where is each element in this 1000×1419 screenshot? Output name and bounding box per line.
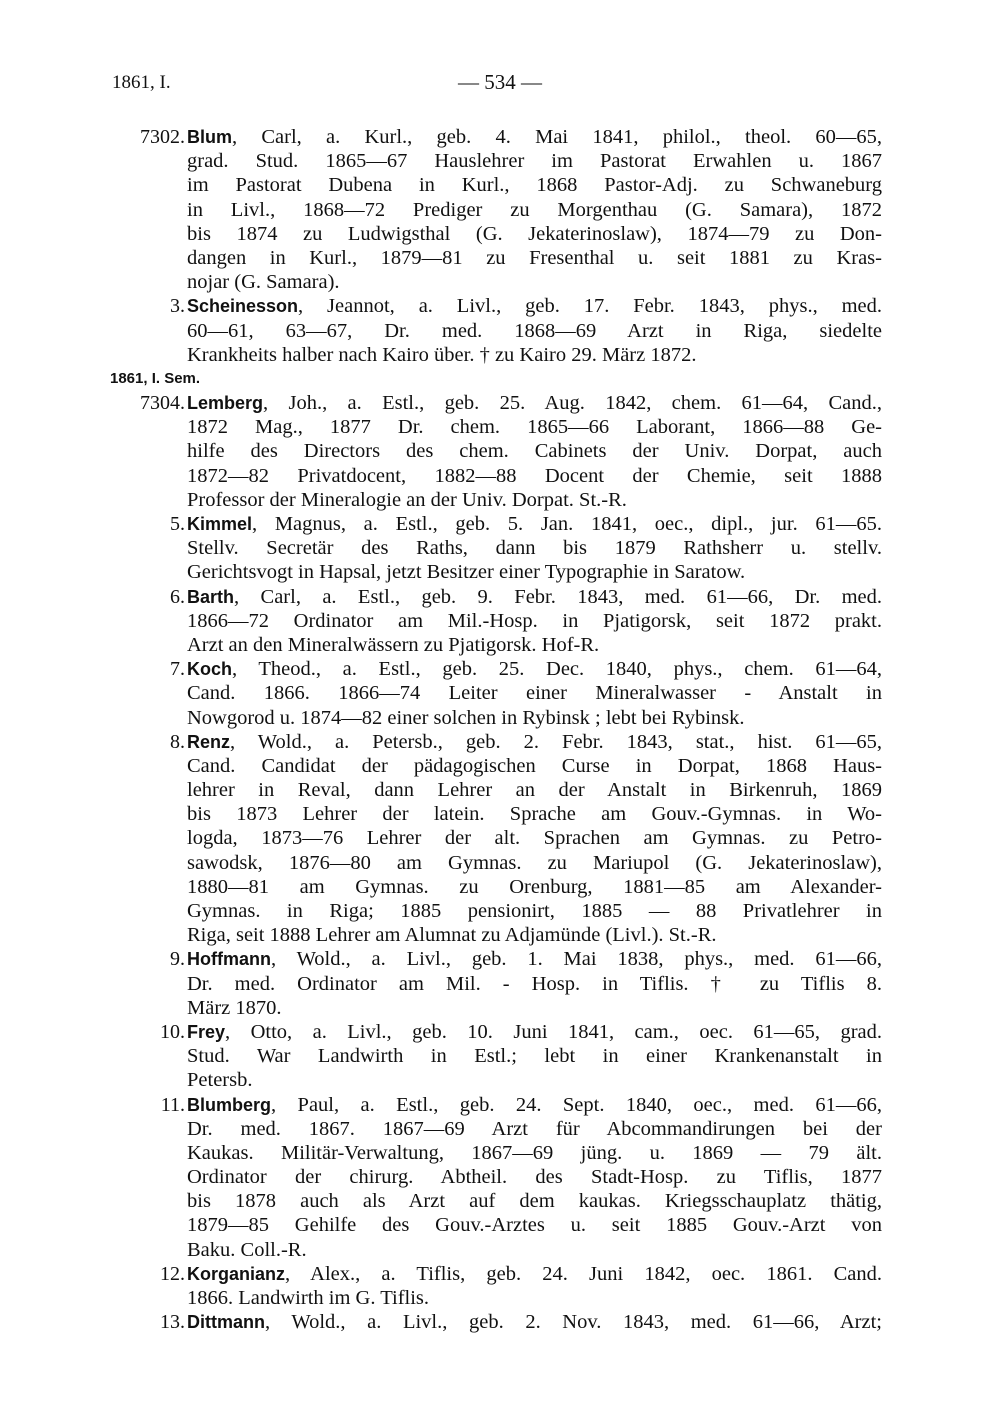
entry-text: , Magnus, a. Estl., geb. 5. Jan. 1841, oec., dipl., jur. 61—65.	[252, 513, 882, 535]
entry-line	[187, 754, 882, 778]
entry-text: , Wold., a. Livl., geb. 2. Nov. 1843, med. 61—66, Arzt;	[265, 1311, 882, 1334]
entry-line	[187, 1165, 882, 1189]
register-entry	[110, 947, 882, 1020]
register-entry	[110, 1310, 882, 1334]
entry-line	[187, 996, 882, 1020]
register-entry	[110, 512, 882, 585]
entry-number: 12.	[160, 1262, 185, 1285]
entry-number: 13.	[160, 1311, 185, 1334]
page-number: — 534 —	[458, 70, 542, 94]
entry-text: 1872—82 Privatdocent, 1882—88 Docent der Chemie, seit 1888	[187, 464, 882, 487]
entry-line	[187, 343, 882, 367]
register-entry	[110, 391, 882, 512]
entry-line	[187, 1044, 882, 1068]
register-entry	[110, 294, 882, 367]
entry-line	[187, 536, 882, 560]
entry-text: März 1870.	[187, 996, 282, 1019]
entry-line	[187, 802, 882, 826]
entry-line	[187, 1238, 882, 1262]
entry-text: , Paul, a. Estl., geb. 24. Sept. 1840, oec., med. 61—66,	[271, 1093, 882, 1116]
entry-number: 7302.	[140, 126, 185, 148]
entry-text: lehrer in Reval, dann Lehrer an der Anstalt in Birkenruh, 1869	[187, 779, 882, 802]
person-name: Barth	[187, 586, 235, 607]
entry-line	[187, 1068, 882, 1092]
entry-text: , Carl, a. Kurl., geb. 4. Mai 1841, philol., theol. 60—65,	[232, 126, 882, 148]
entry-line	[187, 1020, 882, 1044]
entry-line	[187, 149, 882, 173]
entry-line	[187, 1262, 882, 1286]
entry-text: Ordinator der chirurg. Abtheil. des Stadt-Hosp. zu Tiflis, 1877	[187, 1166, 882, 1189]
entry-text: Petersb.	[187, 1069, 253, 1092]
person-name: Scheinesson	[187, 296, 299, 317]
entry-text: , Carl, a. Estl., geb. 9. Febr. 1843, med. 61—66, Dr. med.	[234, 585, 882, 608]
entry-number: 7304.	[140, 392, 185, 415]
entry-text: Kaukas. Militär-Verwaltung, 1867—69 jüng. u. 1869 — 79 ält.	[187, 1141, 882, 1164]
entry-line	[187, 947, 882, 971]
entry-line	[187, 1310, 882, 1334]
person-name: Blum	[187, 127, 232, 147]
register-entry	[110, 1093, 882, 1262]
entry-text: nojar (G. Samara).	[187, 271, 340, 294]
register-entries	[110, 125, 882, 1334]
entry-text: in Livl., 1868—72 Prediger zu Morgenthau (G. Samara), 1872	[187, 198, 882, 221]
entry-line	[187, 246, 882, 270]
person-name: Hoffmann	[187, 949, 271, 970]
entry-line	[187, 585, 882, 609]
entry-text: bis 1874 zu Ludwigsthal (G. Jekaterinoslaw), 1874—79 zu Don-	[187, 222, 882, 245]
entry-number: 3.	[170, 295, 185, 318]
entry-text: , Alex., a. Tiflis, geb. 24. Juni 1842, oec. 1861. Cand.	[285, 1262, 882, 1285]
person-name: Dittmann	[187, 1312, 265, 1333]
person-name: Lemberg	[187, 393, 264, 414]
entry-line	[187, 560, 882, 584]
entry-line	[187, 173, 882, 197]
person-name: Frey	[187, 1021, 226, 1042]
entry-number: 8.	[170, 730, 185, 753]
entry-line	[187, 706, 882, 730]
register-entry	[110, 1020, 882, 1093]
entry-text: 1866—72 Ordinator am Mil.-Hosp. in Pjatigorsk, seit 1872 prakt.	[187, 609, 882, 632]
entry-line	[187, 391, 882, 415]
entry-text: Stud. War Landwirth in Estl.; lebt in einer Krankenanstalt in	[187, 1045, 882, 1068]
entry-text: sawodsk, 1876—80 am Gymnas. zu Mariupol (G. Jekaterinoslaw),	[187, 851, 882, 874]
entry-text: , Wold., a. Livl., geb. 1. Mai 1838, phys., med. 61—66,	[271, 948, 882, 971]
entry-text: , Wold., a. Petersb., geb. 2. Febr. 1843, stat., hist. 61—65,	[230, 730, 882, 753]
register-entry	[110, 657, 882, 730]
entry-line	[187, 1213, 882, 1237]
person-name: Koch	[187, 659, 232, 680]
entry-line	[187, 1286, 882, 1310]
entry-text: Riga, seit 1888 Lehrer am Alumnat zu Adjamünde (Livl.). St.-R.	[187, 924, 717, 947]
entry-line	[187, 826, 882, 850]
entry-text: 1866. Landwirth im G. Tiflis.	[187, 1287, 430, 1309]
entry-text: Stellv. Secretär des Raths, dann bis 1879 Rathsherr u. stellv.	[187, 537, 882, 560]
entry-text: im Pastorat Dubena in Kurl., 1868 Pastor-Adj. zu Schwaneburg	[187, 174, 882, 197]
entry-line	[187, 730, 882, 754]
entry-number: 7.	[170, 658, 185, 681]
entry-line	[187, 198, 882, 222]
entry-text: grad. Stud. 1865—67 Hauslehrer im Pastorat Erwahlen u. 1867	[187, 150, 882, 173]
entry-text: Dr. med. Ordinator am Mil. - Hosp. in Tiflis. † zu Tiflis 8.	[187, 972, 882, 995]
entry-text: 1872 Mag., 1877 Dr. chem. 1865—66 Laborant, 1866—88 Ge-	[187, 416, 882, 439]
entry-line	[187, 923, 882, 947]
entry-number: 11.	[160, 1093, 185, 1116]
entry-line	[187, 294, 882, 318]
entry-number: 10.	[160, 1020, 185, 1043]
entry-text: bis 1873 Lehrer der latein. Sprache am Gouv.-Gymnas. in Wo-	[187, 803, 882, 826]
register-entry	[110, 125, 882, 294]
register-entry	[110, 585, 882, 658]
entry-text: Baku. Coll.-R.	[187, 1238, 307, 1261]
entry-text: , Theod., a. Estl., geb. 25. Dec. 1840, phys., chem. 61—64,	[232, 658, 882, 681]
entry-text: 1880—81 am Gymnas. zu Orenburg, 1881—85 am Alexander-	[187, 875, 882, 898]
entry-line	[187, 778, 882, 802]
running-head: 1861, I.	[112, 72, 171, 93]
section-heading: 1861, I. Sem.	[110, 369, 201, 387]
entry-line	[187, 851, 882, 875]
entry-line	[187, 1117, 882, 1141]
entry-text: Cand. 1866. 1866—74 Leiter einer Mineralwasser - Anstalt in	[187, 682, 882, 705]
entry-text: , Jeannot, a. Livl., geb. 17. Febr. 1843, phys., med.	[298, 295, 882, 318]
entry-text: 60—61, 63—67, Dr. med. 1868—69 Arzt in Riga, siedelte	[187, 319, 882, 342]
entry-line	[187, 464, 882, 488]
entry-text: dangen in Kurl., 1879—81 zu Fresenthal u. seit 1881 zu Kras-	[187, 246, 882, 269]
entry-text: logda, 1873—76 Lehrer der alt. Sprachen am Gymnas. zu Petro-	[187, 827, 882, 850]
entry-number: 6.	[170, 585, 185, 608]
entry-line	[187, 125, 882, 149]
entry-text: , Otto, a. Livl., geb. 10. Juni 1841, cam., oec. 61—65, grad.	[225, 1020, 882, 1043]
entry-line	[187, 899, 882, 923]
entry-text: Professor der Mineralogie an der Univ. Dorpat. St.-R.	[187, 488, 627, 511]
entry-line	[187, 1189, 882, 1213]
person-name: Blumberg	[187, 1094, 272, 1115]
entry-text: , Joh., a. Estl., geb. 25. Aug. 1842, chem. 61—64, Cand.,	[263, 392, 882, 415]
entry-line	[187, 633, 882, 657]
entry-line	[187, 875, 882, 899]
entry-text: Gerichtsvogt in Hapsal, jetzt Besitzer einer Typographie in Saratow.	[187, 561, 746, 584]
person-name: Korganianz	[187, 1263, 286, 1284]
entry-line	[187, 1141, 882, 1165]
entry-line	[187, 222, 882, 246]
entry-number: 5.	[170, 513, 185, 535]
entry-line	[187, 319, 882, 343]
entry-number: 9.	[170, 948, 185, 971]
register-entry	[110, 730, 882, 948]
entry-text: Nowgorod u. 1874—82 einer solchen in Rybinsk ; lebt bei Rybinsk.	[187, 706, 745, 729]
entry-text: 1879—85 Gehilfe des Gouv.-Arztes u. seit 1885 Gouv.-Arzt von	[187, 1214, 882, 1237]
entry-text: Gymnas. in Riga; 1885 pensionirt, 1885 — 88 Privatlehrer in	[187, 900, 882, 922]
entry-line	[187, 1093, 882, 1117]
entry-text: bis 1878 auch als Arzt auf dem kaukas. Kriegsschauplatz thätig,	[187, 1190, 882, 1213]
entry-line	[187, 609, 882, 633]
person-name: Kimmel	[187, 514, 253, 534]
entry-line	[187, 439, 882, 463]
entry-line	[187, 415, 882, 439]
entry-line	[187, 512, 882, 536]
entry-line	[187, 972, 882, 996]
entry-text: Krankheits halber nach Kairo über. † zu Kairo 29. März 1872.	[187, 343, 697, 366]
entry-line	[187, 681, 882, 705]
entry-text: Arzt an den Mineralwässern zu Pjatigorsk. Hof-R.	[187, 633, 600, 656]
entry-line	[187, 270, 882, 294]
person-name: Renz	[187, 731, 231, 752]
entry-line	[187, 488, 882, 512]
entry-text: hilfe des Directors des chem. Cabinets der Univ. Dorpat, auch	[187, 440, 882, 463]
entry-text: Dr. med. 1867. 1867—69 Arzt für Abcommandirungen bei der	[187, 1117, 882, 1140]
entry-line	[187, 657, 882, 681]
entry-text: Cand. Candidat der pädagogischen Curse in Dorpat, 1868 Haus-	[187, 754, 882, 777]
register-entry	[110, 1262, 882, 1310]
